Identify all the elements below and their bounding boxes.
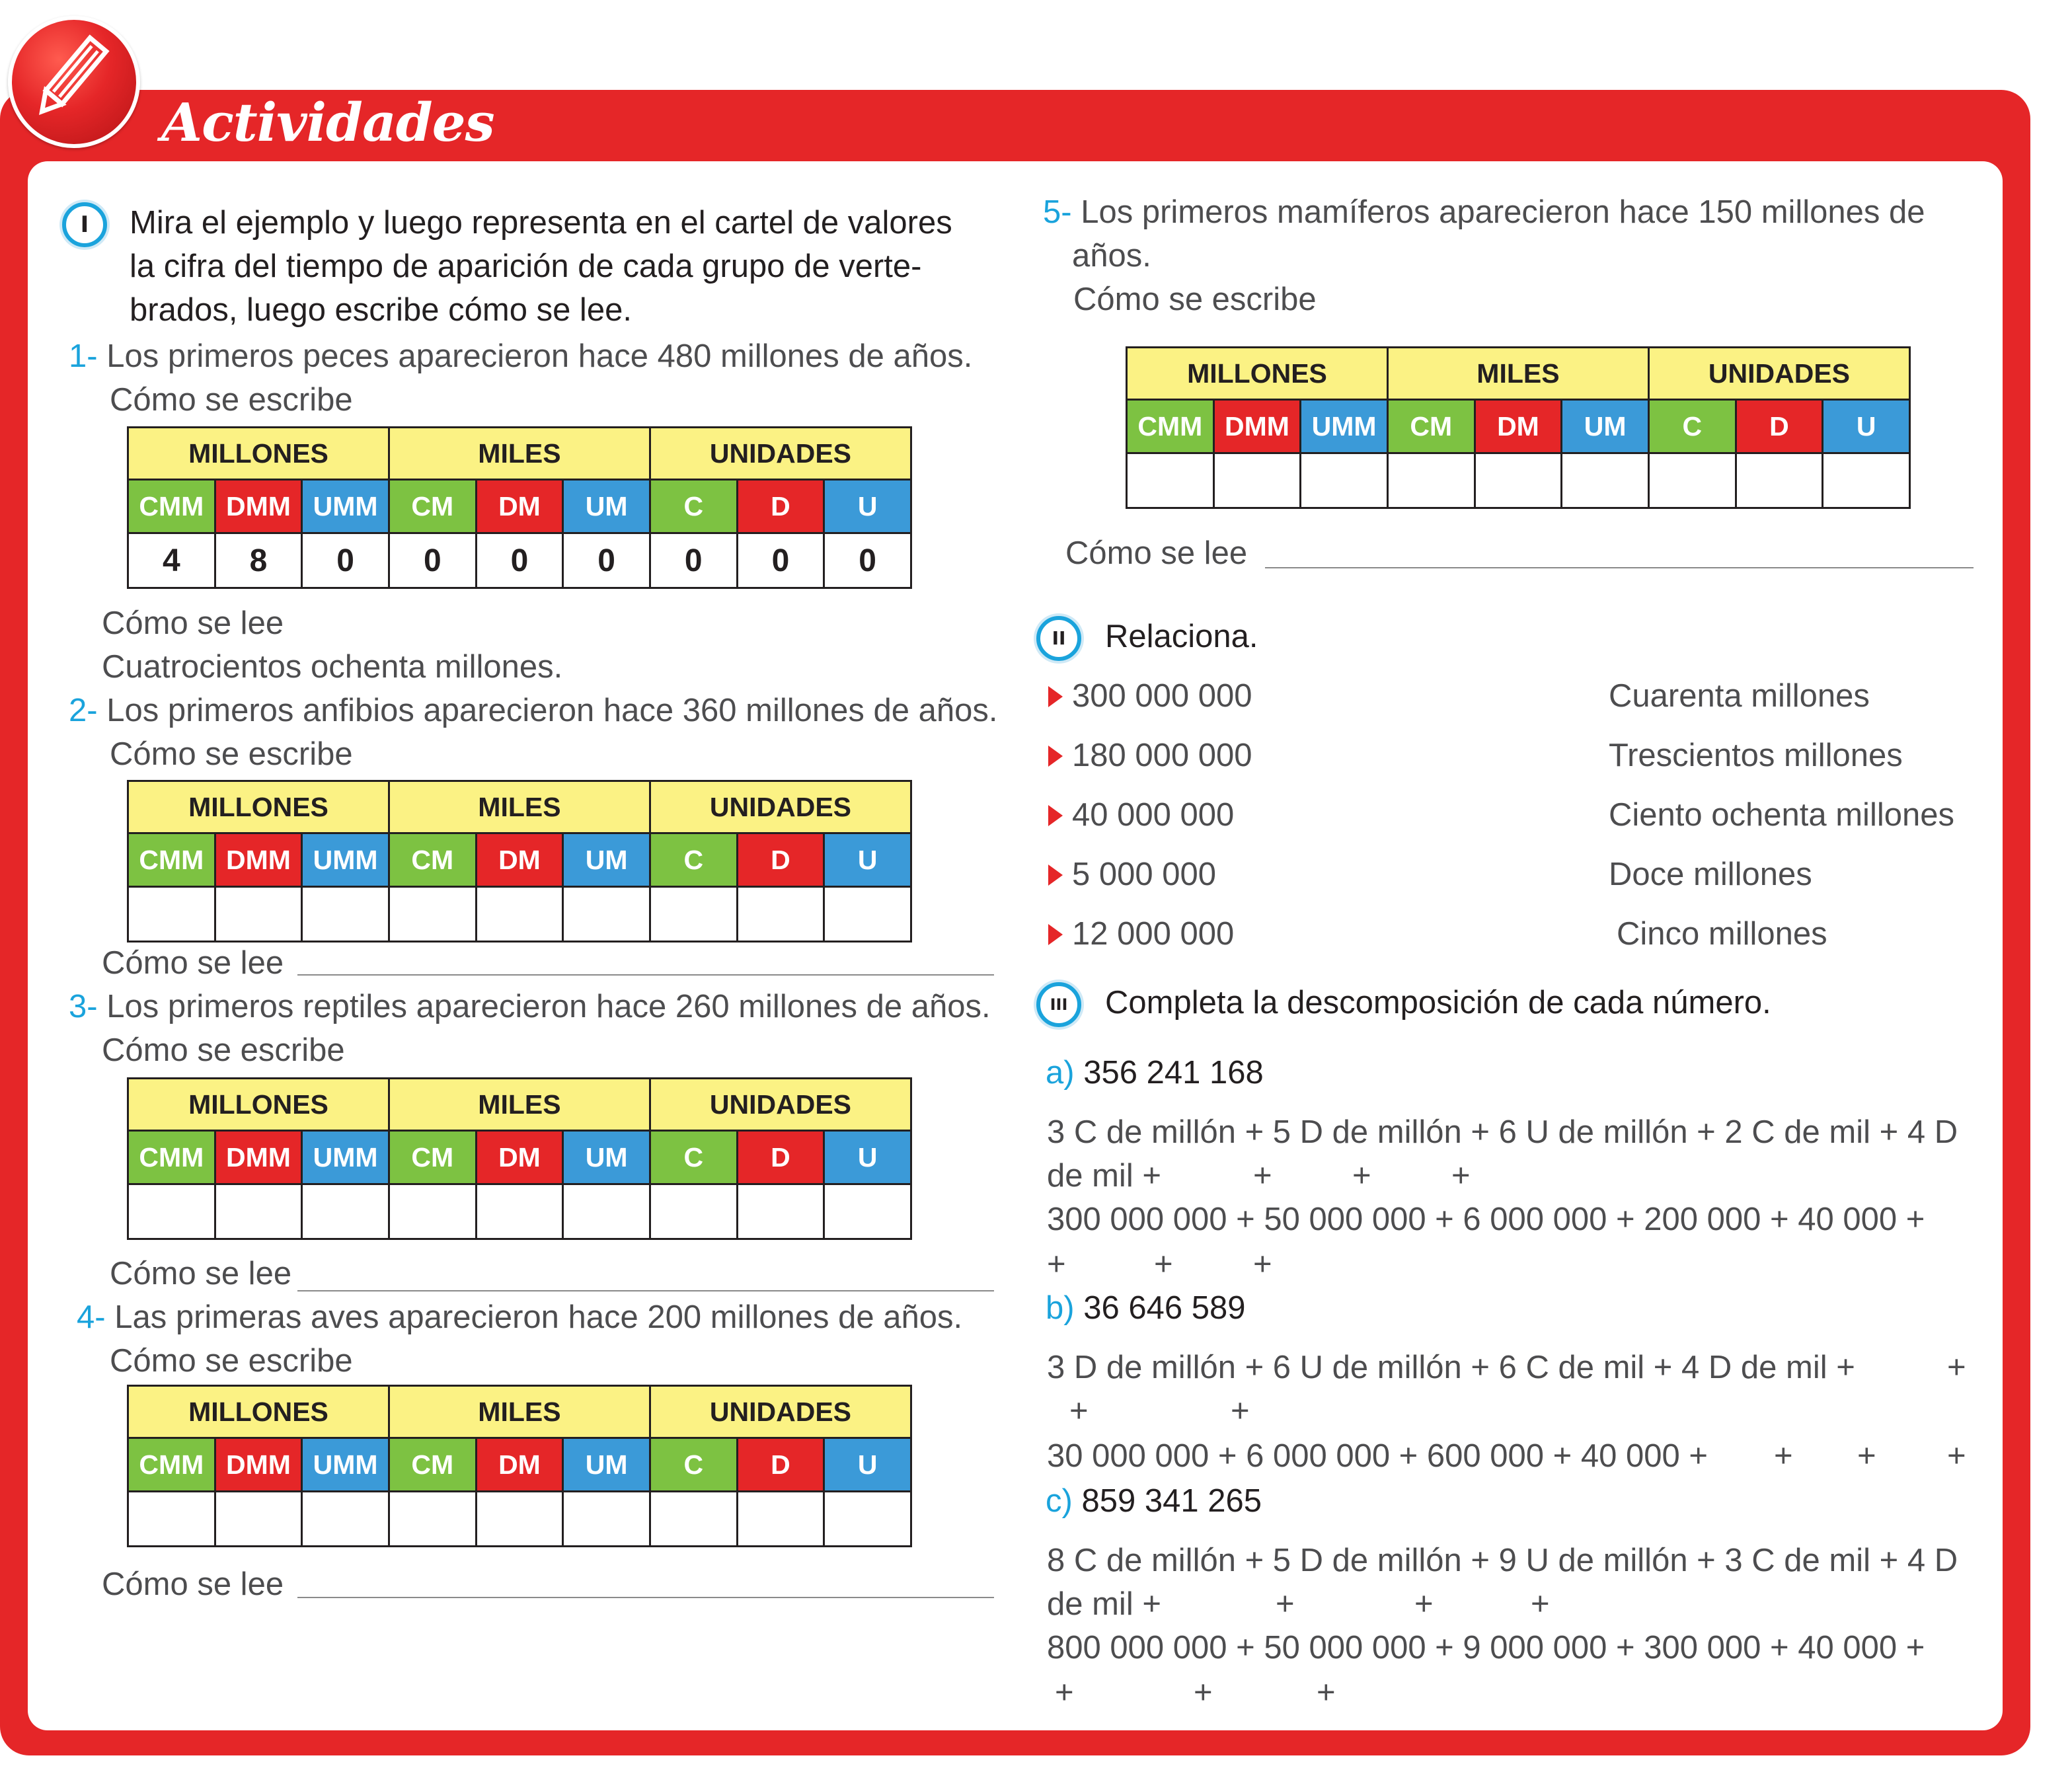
- bullet-arrow-icon: [1048, 865, 1063, 886]
- item-2-statement: [69, 689, 998, 732]
- bullet-arrow-icon: [1048, 924, 1063, 945]
- answer-cell[interactable]: [1823, 453, 1910, 508]
- answer-cell[interactable]: [1736, 453, 1823, 508]
- sub-dmm: DMM: [1213, 400, 1301, 453]
- pencil-icon: [8, 16, 132, 140]
- sub-dmm: DMM: [215, 1131, 302, 1184]
- plus-sign: +: [1857, 1438, 1876, 1474]
- answer-cell[interactable]: [389, 1184, 476, 1239]
- sub-dmm: DMM: [215, 1438, 302, 1492]
- answer-cell[interactable]: [302, 1492, 389, 1547]
- header-unidades: UNIDADES: [650, 1386, 911, 1438]
- answer-cell[interactable]: [215, 1184, 302, 1239]
- item-4-answer-line[interactable]: [297, 1597, 994, 1598]
- item-c-line-1: 8 C de millón + 5 D de millón + 9 U de millón + 3 C de mil + 4 D: [1047, 1543, 1958, 1578]
- plus-sign: +: [1947, 1350, 1966, 1385]
- header-millones: MILLONES: [128, 1079, 389, 1131]
- item-5-answer-line[interactable]: [1265, 567, 1974, 568]
- item-2-como-se-escribe: Cómo se escribe: [110, 736, 353, 772]
- sub-d: D: [1736, 400, 1823, 453]
- answer-cell[interactable]: [824, 1492, 911, 1547]
- item-1-number: 1-: [69, 338, 98, 374]
- header-unidades: UNIDADES: [650, 428, 911, 480]
- sub-umm: UMM: [302, 1438, 389, 1492]
- sub-u: U: [824, 1131, 911, 1184]
- sub-cm: CM: [389, 480, 476, 533]
- header-miles: MILES: [389, 781, 650, 833]
- item-a-line-2: de mil +: [1047, 1158, 1161, 1194]
- answer-cell[interactable]: [1562, 453, 1649, 508]
- item-1-text: Los primeros peces aparecieron hace 480 millones de años.: [106, 338, 973, 374]
- value-cell: 0: [302, 533, 389, 588]
- sub-dm: DM: [476, 1131, 563, 1184]
- item-a-number: 356 241 168: [1083, 1055, 1264, 1091]
- sub-cmm: CMM: [1127, 400, 1214, 453]
- header-millones: MILLONES: [1127, 348, 1388, 400]
- answer-cell[interactable]: [563, 1184, 650, 1239]
- answer-cell[interactable]: [1213, 453, 1301, 508]
- section-iii-marker: III: [1036, 982, 1081, 1027]
- item-c-heading: [1046, 1479, 1262, 1523]
- value-cell: 8: [215, 533, 302, 588]
- answer-cell[interactable]: [389, 887, 476, 942]
- relate-number-1[interactable]: 300 000 000: [1072, 678, 1252, 714]
- relate-number-3[interactable]: 40 000 000: [1072, 797, 1235, 833]
- item-2-number: 2-: [69, 693, 98, 728]
- relate-word-4[interactable]: Doce millones: [1609, 857, 1812, 892]
- plus-sign: +: [1276, 1586, 1295, 1622]
- page-title: Actividades: [161, 91, 494, 153]
- section-i-instruction-line-3: brados, luego escribe cómo se lee.: [130, 292, 632, 328]
- item-2-text: Los primeros anfibios aparecieron hace 360 millones de años.: [106, 693, 998, 728]
- item-b-line-3: 30 000 000 + 6 000 000 + 600 000 + 40 000 +: [1047, 1438, 1708, 1474]
- sub-umm: UMM: [302, 1131, 389, 1184]
- answer-cell[interactable]: [1475, 453, 1562, 508]
- sub-um: UM: [563, 1438, 650, 1492]
- section-ii-marker: II: [1036, 616, 1081, 661]
- sub-um: UM: [1562, 400, 1649, 453]
- sub-um: UM: [563, 1131, 650, 1184]
- item-4-como-se-lee: Cómo se lee: [102, 1566, 284, 1602]
- item-5-como-se-lee: Cómo se lee: [1065, 535, 1248, 571]
- sub-d: D: [737, 1131, 824, 1184]
- item-a-label: a): [1046, 1055, 1075, 1091]
- header-miles: MILES: [1387, 348, 1648, 400]
- sub-umm: UMM: [1301, 400, 1388, 453]
- item-5-place-value-table: [1126, 346, 1911, 509]
- item-4-text: Las primeras aves aparecieron hace 200 millones de años.: [114, 1299, 963, 1335]
- bullet-arrow-icon: [1048, 686, 1063, 707]
- item-3-statement: [69, 985, 991, 1028]
- answer-cell[interactable]: [128, 887, 215, 942]
- plus-sign: +: [1317, 1675, 1336, 1711]
- sub-umm: UMM: [302, 833, 389, 887]
- sub-u: U: [824, 833, 911, 887]
- answer-cell[interactable]: [650, 887, 737, 942]
- answer-cell[interactable]: [824, 1184, 911, 1239]
- sub-dm: DM: [1475, 400, 1562, 453]
- plus-sign: +: [1774, 1438, 1793, 1474]
- answer-cell[interactable]: [1127, 453, 1214, 508]
- value-cell: 0: [737, 533, 824, 588]
- sub-cm: CM: [389, 833, 476, 887]
- item-5-como-se-escribe: Cómo se escribe: [1073, 282, 1317, 317]
- value-cell: 0: [389, 533, 476, 588]
- relate-word-3[interactable]: Ciento ochenta millones: [1609, 797, 1954, 833]
- answer-cell[interactable]: [476, 1492, 563, 1547]
- item-3-answer-line[interactable]: [297, 1290, 994, 1291]
- bullet-arrow-icon: [1048, 805, 1063, 826]
- answer-cell[interactable]: [389, 1492, 476, 1547]
- sub-dm: DM: [476, 833, 563, 887]
- sub-d: D: [737, 480, 824, 533]
- item-b-number: 36 646 589: [1083, 1290, 1246, 1326]
- value-cell: 4: [128, 533, 215, 588]
- plus-sign: +: [1047, 1247, 1066, 1282]
- plus-sign: +: [1069, 1393, 1089, 1429]
- answer-cell[interactable]: [1387, 453, 1475, 508]
- item-c-line-3: 800 000 000 + 50 000 000 + 9 000 000 + 300 000 + 40 000 +: [1047, 1630, 1925, 1666]
- sub-um: UM: [563, 833, 650, 887]
- answer-cell[interactable]: [302, 1184, 389, 1239]
- item-1-place-value-table: [127, 426, 912, 589]
- item-1-como-se-escribe: Cómo se escribe: [110, 382, 353, 418]
- sub-cmm: CMM: [128, 833, 215, 887]
- sub-cm: CM: [389, 1131, 476, 1184]
- item-c-line-2: de mil +: [1047, 1586, 1161, 1622]
- answer-cell[interactable]: [563, 887, 650, 942]
- plus-sign: +: [1451, 1158, 1471, 1194]
- sub-c: C: [650, 480, 737, 533]
- relate-number-5[interactable]: 12 000 000: [1072, 916, 1235, 952]
- header-miles: MILES: [389, 1079, 650, 1131]
- sub-cm: CM: [1387, 400, 1475, 453]
- plus-sign: +: [1947, 1438, 1966, 1474]
- item-3-como-se-escribe: Cómo se escribe: [102, 1032, 345, 1068]
- section-i-instruction-line-2: la cifra del tiempo de aparición de cada grupo de verte-: [130, 249, 922, 284]
- item-b-heading: [1046, 1286, 1245, 1330]
- item-c-label: c): [1046, 1483, 1073, 1519]
- item-4-place-value-table: [127, 1385, 912, 1547]
- item-4-number: 4-: [77, 1299, 106, 1335]
- item-5-text-line-2: años.: [1072, 238, 1151, 274]
- answer-cell[interactable]: [1648, 453, 1736, 508]
- item-a-line-1: 3 C de millón + 5 D de millón + 6 U de millón + 2 C de mil + 4 D: [1047, 1114, 1958, 1150]
- plus-sign: +: [1154, 1247, 1173, 1282]
- header-miles: MILES: [389, 428, 650, 480]
- relate-number-2[interactable]: 180 000 000: [1072, 738, 1252, 773]
- answer-cell[interactable]: [824, 887, 911, 942]
- sub-cm: CM: [389, 1438, 476, 1492]
- sub-dmm: DMM: [215, 480, 302, 533]
- item-1-reading: Cuatrocientos ochenta millones.: [102, 649, 563, 685]
- sub-u: U: [824, 480, 911, 533]
- item-b-line-1: 3 D de millón + 6 U de millón + 6 C de mil + 4 D de mil +: [1047, 1350, 1855, 1385]
- header-millones: MILLONES: [128, 428, 389, 480]
- item-3-text: Los primeros reptiles aparecieron hace 260 millones de años.: [106, 989, 991, 1024]
- item-a-heading: [1046, 1051, 1264, 1095]
- sub-cmm: CMM: [128, 1131, 215, 1184]
- item-c-number: 859 341 265: [1081, 1483, 1262, 1519]
- item-2-place-value-table: [127, 780, 912, 943]
- relate-number-4[interactable]: 5 000 000: [1072, 857, 1216, 892]
- value-cell: 0: [476, 533, 563, 588]
- relate-word-1[interactable]: Cuarenta millones: [1609, 678, 1870, 714]
- item-2-como-se-lee: Cómo se lee: [102, 945, 284, 981]
- item-b-label: b): [1046, 1290, 1075, 1326]
- plus-sign: +: [1194, 1675, 1213, 1711]
- answer-cell[interactable]: [650, 1492, 737, 1547]
- sub-um: UM: [563, 480, 650, 533]
- plus-sign: +: [1253, 1158, 1272, 1194]
- item-5-statement: [1043, 190, 1925, 234]
- sub-u: U: [1823, 400, 1910, 453]
- sub-umm: UMM: [302, 480, 389, 533]
- section-i-marker: I: [62, 202, 107, 247]
- item-5-text-line-1: Los primeros mamíferos aparecieron hace 150 millones de: [1081, 194, 1925, 230]
- pencil-badge: [8, 16, 140, 148]
- sub-c: C: [1648, 400, 1736, 453]
- bullet-arrow-icon: [1048, 746, 1063, 767]
- sub-cmm: CMM: [128, 480, 215, 533]
- answer-cell[interactable]: [476, 1184, 563, 1239]
- header-unidades: UNIDADES: [650, 1079, 911, 1131]
- sub-c: C: [650, 833, 737, 887]
- item-4-como-se-escribe: Cómo se escribe: [110, 1343, 353, 1379]
- answer-cell[interactable]: [128, 1492, 215, 1547]
- sub-cmm: CMM: [128, 1438, 215, 1492]
- answer-cell[interactable]: [737, 1184, 824, 1239]
- plus-sign: +: [1531, 1586, 1550, 1622]
- plus-sign: +: [1352, 1158, 1371, 1194]
- sub-u: U: [824, 1438, 911, 1492]
- section-i-instruction-line-1: Mira el ejemplo y luego representa en el cartel de valores: [130, 205, 952, 241]
- answer-cell[interactable]: [215, 887, 302, 942]
- plus-sign: +: [1231, 1393, 1250, 1429]
- item-4-statement: [77, 1295, 962, 1339]
- plus-sign: +: [1253, 1247, 1272, 1282]
- answer-cell[interactable]: [563, 1492, 650, 1547]
- answer-cell[interactable]: [476, 887, 563, 942]
- item-5-number: 5-: [1043, 194, 1072, 230]
- item-3-como-se-lee: Cómo se lee: [110, 1256, 292, 1291]
- relate-word-2[interactable]: Trescientos millones: [1609, 738, 1903, 773]
- plus-sign: +: [1055, 1675, 1074, 1711]
- item-a-line-3: 300 000 000 + 50 000 000 + 6 000 000 + 200 000 + 40 000 +: [1047, 1202, 1925, 1237]
- answer-cell[interactable]: [1301, 453, 1388, 508]
- value-cell: 0: [563, 533, 650, 588]
- header-millones: MILLONES: [128, 1386, 389, 1438]
- relate-word-5[interactable]: Cinco millones: [1617, 916, 1827, 952]
- header-millones: MILLONES: [128, 781, 389, 833]
- header-unidades: UNIDADES: [650, 781, 911, 833]
- sub-c: C: [650, 1131, 737, 1184]
- answer-cell[interactable]: [737, 887, 824, 942]
- section-iii-instruction: Completa la descomposición de cada número.: [1105, 985, 1771, 1020]
- answer-cell[interactable]: [650, 1184, 737, 1239]
- value-cell: 0: [650, 533, 737, 588]
- section-ii-instruction: Relaciona.: [1105, 619, 1258, 654]
- header-unidades: UNIDADES: [1648, 348, 1909, 400]
- item-1-como-se-lee: Cómo se lee: [102, 605, 284, 641]
- value-cell: 0: [824, 533, 911, 588]
- answer-cell[interactable]: [215, 1492, 302, 1547]
- answer-cell[interactable]: [302, 887, 389, 942]
- sub-d: D: [737, 1438, 824, 1492]
- item-2-answer-line[interactable]: [297, 974, 994, 976]
- header-miles: MILES: [389, 1386, 650, 1438]
- item-1-statement: [69, 334, 972, 378]
- sub-dm: DM: [476, 1438, 563, 1492]
- sub-dmm: DMM: [215, 833, 302, 887]
- answer-cell[interactable]: [128, 1184, 215, 1239]
- sub-c: C: [650, 1438, 737, 1492]
- item-3-place-value-table: [127, 1077, 912, 1240]
- plus-sign: +: [1414, 1586, 1434, 1622]
- sub-d: D: [737, 833, 824, 887]
- item-3-number: 3-: [69, 989, 98, 1024]
- sub-dm: DM: [476, 480, 563, 533]
- answer-cell[interactable]: [737, 1492, 824, 1547]
